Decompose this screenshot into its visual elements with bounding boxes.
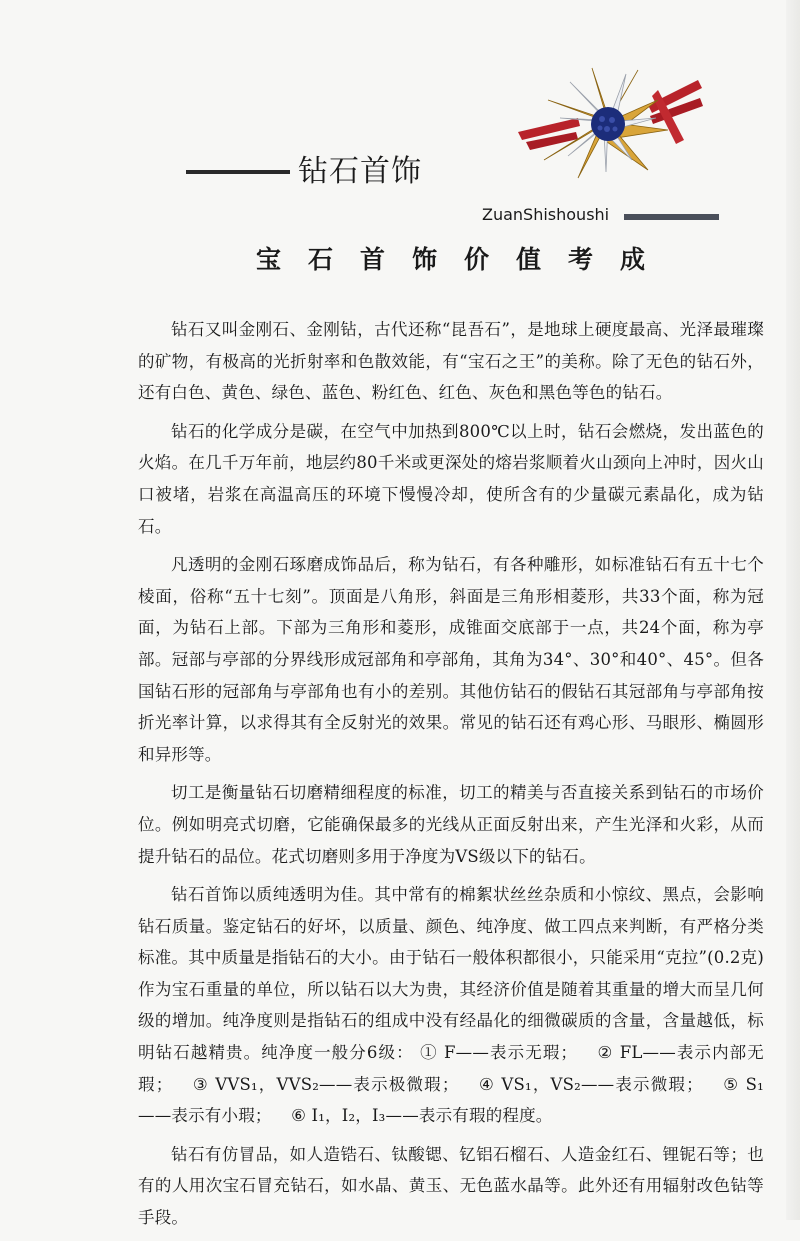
clarity-grade-item: ⑥ I₁，I₂，I₃——表示有瑕的程度。 — [291, 1106, 553, 1126]
section-pinyin: ZuanShishoushi — [482, 205, 610, 224]
paragraph-3: 凡透明的金刚石琢磨成饰品后，称为钻石，有各种雕形，如标准钻石有五十七个棱面，俗称“五十七刻”。顶面是八角形，斜面是三角形相菱形，共33个面，称为冠面，为钻石上部。下部为三角形和菱形，成锥面交底部于一点，共24个面，称为亭部。冠部与亭部的分界线形成冠部角和亭部角，其角为34°、30°和40°、45°。但各国钻石形的冠部角与亭部角也有小的差别。其他仿钻石的假钻石其冠部角与亭部角按折光率计算，以求得其有全反射光的效果。常见的钻石还有鸡心形、马眼形、椭圆形和异形等。 — [138, 555, 764, 764]
clarity-grade-item: ① F——表示无瑕； — [420, 1043, 578, 1063]
paragraph-4: 切工是衡量钻石切磨精细程度的标准，切工的精美与否直接关系到钻石的市场价位。例如明亮式切磨，它能确保最多的光线从正面反射出来，产生光泽和火彩，从而提升钻石的品位。花式切磨则多用于净度为VS级以下的钻石。 — [138, 783, 764, 866]
paragraph-2: 钻石的化学成分是碳，在空气中加热到800℃以上时，钻石会燃烧，发出蓝色的火焰。在几千万年前，地层约80千米或更深处的熔岩浆顺着火山颈向上冲时，因火山口被堵，岩浆在高温高压的环境下慢慢冷却，使所含有的少量碳元素晶化，成为钻石。 — [138, 421, 764, 536]
article-title: 宝石首饰价值考成 — [256, 245, 673, 274]
clarity-grade-item: ⑤ S₁——表示有小瑕； — [138, 1074, 764, 1126]
clarity-grade-item: ② FL——表示内部无瑕； — [138, 1043, 764, 1094]
clarity-grade-item: ③ VVS₁，VVS₂——表示极微瑕； — [192, 1074, 459, 1094]
section-title: 钻石首饰 — [298, 154, 422, 189]
page-edge — [786, 0, 800, 1220]
paragraph-6: 钻石有仿冒品，如人造锆石、钛酸锶、钇铝石榴石、人造金红石、锂铌石等；也有的人用次宝石冒充钻石，如水晶、黄玉、无色蓝水晶等。此外还有用辐射改色钻等手段。 — [138, 1144, 764, 1228]
pinyin-rule — [624, 214, 719, 220]
sapphire-center — [591, 107, 625, 141]
clarity-grade-item: ④ VS₁，VS₂——表示微瑕； — [479, 1074, 703, 1094]
paragraph-5-text: 钻石首饰以质纯透明为佳。其中常有的棉絮状丝丝杂质和小惊纹、黑点，会影响钻石质量。鉴定钻石的好坏，以质量、颜色、纯净度、做工四点来判断，有严格分类标准。其中质量是指钻石的大小。由于钻石一般体积都很小，只能采用“克拉”(0.2克)作为宝石重量的单位，所以钻石以大为贵，其经济价值是随着其重量的增大而呈几何级的增加。纯净度则是指钻石的组成中没有经晶化的细微碳质的含量，含量越低，标明钻石越精贵。纯净度一般分6级： — [138, 885, 764, 1063]
diamond-brooch-photo — [508, 60, 708, 195]
article-body — [138, 314, 764, 1241]
paragraph-1: 钻石又叫金刚石、金刚钻，古代还称“昆吾石”，是地球上硬度最高、光泽最璀璨的矿物，有极高的光折射率和色散效能，有“宝石之王”的美称。除了无色的钻石外，还有白色、黄色、绿色、蓝色、粉红色、红色、灰色和黑色等色的钻石。 — [138, 320, 764, 403]
header-rule-left — [186, 170, 290, 174]
paragraph-5 — [138, 879, 764, 1132]
